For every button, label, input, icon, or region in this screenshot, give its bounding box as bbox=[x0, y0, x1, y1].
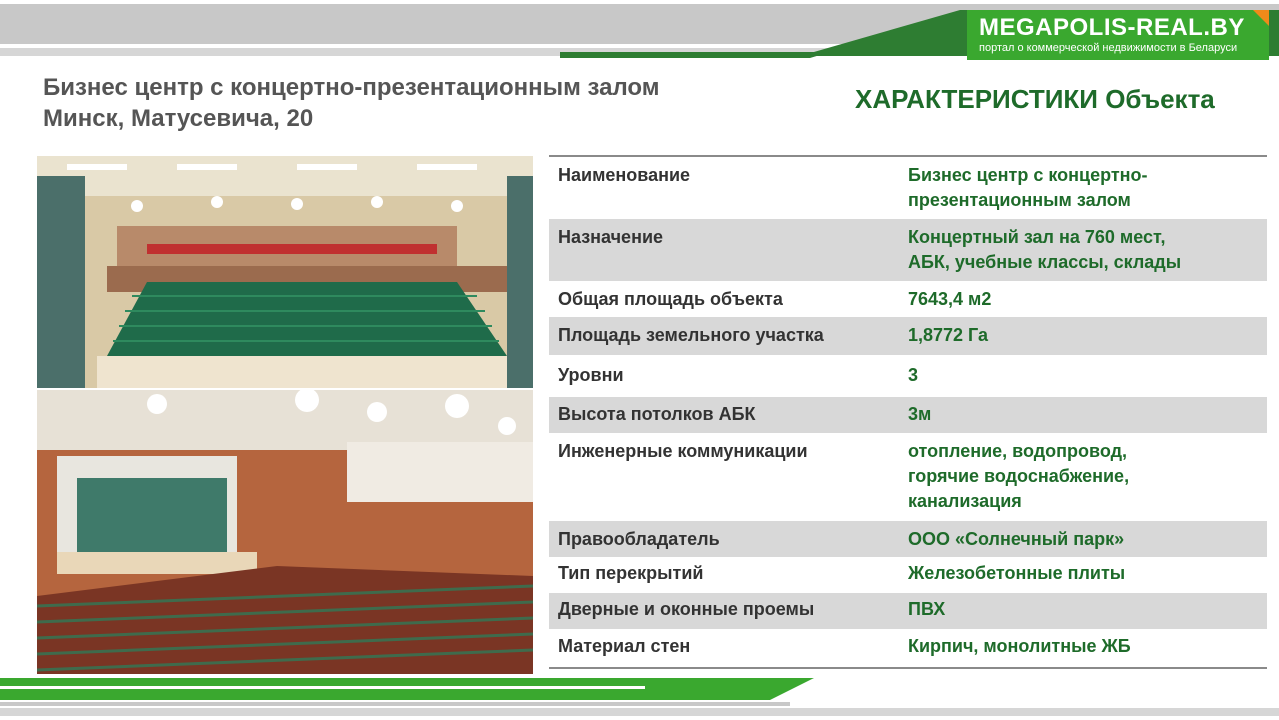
spec-value-line: Концертный зал на 760 мест, bbox=[908, 227, 1166, 247]
spec-value bbox=[908, 439, 1267, 514]
spec-value-line: ООО «Солнечный парк» bbox=[908, 529, 1125, 549]
spec-label: Правообладатель bbox=[558, 529, 720, 549]
spec-label: Общая площадь объекта bbox=[558, 289, 783, 309]
spec-row bbox=[549, 157, 1267, 219]
spec-value bbox=[908, 363, 1267, 388]
spec-value-line: 7643,4 м2 bbox=[908, 289, 992, 309]
spec-row bbox=[549, 593, 1267, 629]
spec-value-line: горячие водоснабжение, bbox=[908, 466, 1130, 486]
spec-label: Назначение bbox=[558, 227, 664, 247]
spec-value-line: Железобетонные плиты bbox=[908, 563, 1126, 583]
spec-value-line: ПВХ bbox=[908, 599, 946, 619]
spec-value bbox=[908, 163, 1267, 213]
brand-logo[interactable] bbox=[967, 10, 1269, 60]
spec-value bbox=[908, 323, 1267, 348]
bottom-decorative-band bbox=[0, 674, 1279, 720]
spec-label: Уровни bbox=[558, 365, 624, 385]
spec-value bbox=[908, 402, 1267, 427]
spec-value-line: 3 bbox=[908, 365, 919, 385]
section-heading: ХАРАКТЕРИСТИКИ Объекта bbox=[855, 84, 1215, 114]
page-title bbox=[43, 72, 660, 134]
spec-label: Дверные и оконные проемы bbox=[558, 599, 815, 619]
spec-value-line: канализация bbox=[908, 491, 1022, 511]
spec-row bbox=[549, 521, 1267, 557]
spec-row bbox=[549, 557, 1267, 593]
spec-row bbox=[549, 355, 1267, 397]
spec-value bbox=[908, 527, 1267, 552]
logo-text: MEGAPOLIS-REAL.BY bbox=[979, 14, 1245, 41]
spec-row bbox=[549, 397, 1267, 433]
logo-tagline: портал о коммерческой недвижимости в Беларуси bbox=[979, 42, 1238, 54]
spec-value bbox=[908, 287, 1267, 312]
spec-value bbox=[908, 225, 1267, 275]
spec-row bbox=[549, 433, 1267, 521]
title-line-1: Бизнес центр с концертно-презентационным залом bbox=[43, 74, 660, 101]
spec-label: Площадь земельного участка bbox=[558, 325, 824, 345]
spec-value-line: Кирпич, монолитные ЖБ bbox=[908, 636, 1131, 656]
title-line-2: Минск, Матусевича, 20 bbox=[43, 105, 314, 132]
spec-row bbox=[549, 629, 1267, 667]
spec-label: Инженерные коммуникации bbox=[558, 441, 808, 461]
spec-value-line: отопление, водопровод, bbox=[908, 441, 1128, 461]
spec-row bbox=[549, 317, 1267, 355]
spec-label: Тип перекрытий bbox=[558, 563, 704, 583]
characteristics-table bbox=[549, 155, 1267, 669]
spec-value-line: АБК, учебные классы, склады bbox=[908, 252, 1182, 272]
spec-value-line: презентационным залом bbox=[908, 190, 1131, 210]
spec-row bbox=[549, 281, 1267, 317]
spec-label: Наименование bbox=[558, 165, 691, 185]
spec-value-line: Бизнес центр с концертно- bbox=[908, 165, 1148, 185]
spec-label: Высота потолков АБК bbox=[558, 404, 756, 424]
spec-value bbox=[908, 561, 1267, 586]
concert-hall-photo bbox=[37, 156, 533, 674]
logo-corner-accent bbox=[1253, 10, 1269, 26]
spec-value bbox=[908, 634, 1267, 659]
spec-row bbox=[549, 219, 1267, 281]
spec-value bbox=[908, 597, 1267, 622]
spec-label: Материал стен bbox=[558, 636, 691, 656]
spec-value-line: 3м bbox=[908, 404, 932, 424]
spec-value-line: 1,8772 Га bbox=[908, 325, 989, 345]
